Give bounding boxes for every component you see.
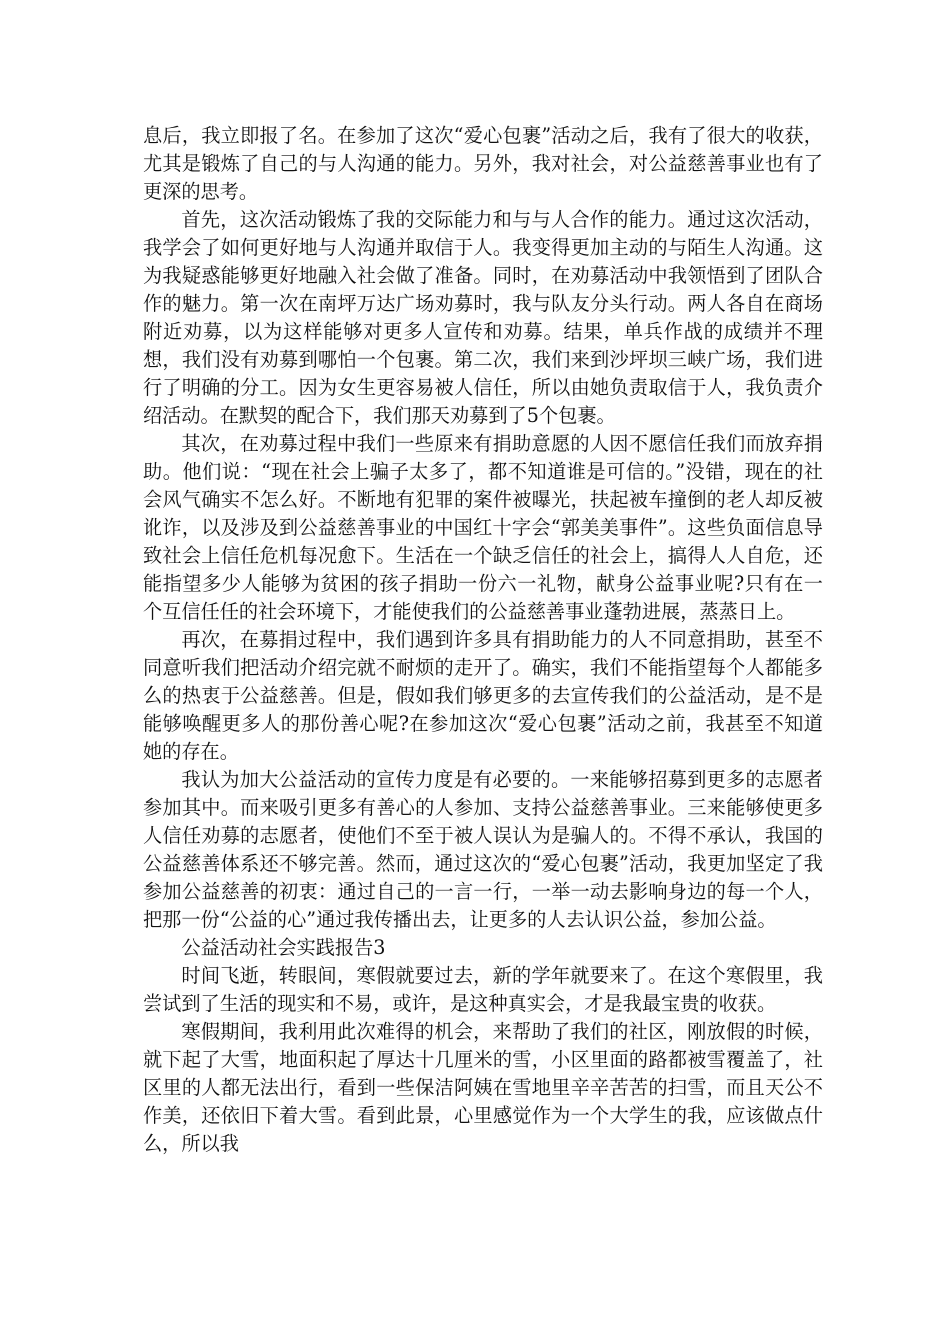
- paragraph-conclusion: 我认为加大公益活动的宣传力度是有必要的。一来能够招募到更多的志愿者参加其中。而来吸引更多有善心的人参加、支持公益慈善事业。三来能够使更多人信任劝募的志愿者，使他们不至于被人误认为是骗人的。不得不承认，我国的公益慈善体系还不够完善。然而，通过这次的“爱心包裹”活动，我更加坚定了我参加公益慈善的初衷：通过自己的一言一行，一举一动去影响身边的每一个人，把那一份“公益的心”通过我传播出去，让更多的人去认识公益，参加公益。: [143, 768, 823, 931]
- paragraph-report3-intro: 时间飞逝，转眼间，寒假就要过去，新的学年就要来了。在这个寒假里，我尝试到了生活的现实和不易，或许，是这种真实会，才是我最宝贵的收获。: [143, 964, 823, 1015]
- paragraph-report3-body: 寒假期间，我利用此次难得的机会，来帮助了我们的社区，刚放假的时候，就下起了大雪，地面积起了厚达十几厘米的雪，小区里面的路都被雪覆盖了，社区里的人都无法出行，看到一些保洁阿姨在雪地里辛辛苦苦的扫雪，而且天公不作美，还依旧下着大雪。看到此景，心里感觉作为一个大学生的我，应该做点什么，所以我: [143, 1020, 823, 1155]
- paragraph-second-point: 其次，在劝募过程中我们一些原来有捐助意愿的人因不愿信任我们而放弃捐助。他们说：“现在社会上骗子太多了，都不知道谁是可信的。”没错，现在的社会风气确实不怎么好。不断地有犯罪的案件被曝光，扶起被车撞倒的老人却反被讹诈，以及涉及到公益慈善事业的中国红十字会“郭美美事件”。这些负面信息导致社会上信任危机每况愈下。生活在一个缺乏信任的社会上，搞得人人自危，还能指望多少人能够为贫困的孩子捐助一份六一礼物，献身公益事业呢?只有在一个互信任任的社会环境下，才能使我们的公益慈善事业蓬勃进展，蒸蒸日上。: [143, 432, 823, 623]
- paragraph-third-point: 再次，在募捐过程中，我们遇到许多具有捐助能力的人不同意捐助，甚至不同意听我们把活动介绍完就不耐烦的走开了。确实，我们不能指望每个人都能多么的热衷于公益慈善。但是，假如我们够更多的去宣传我们的公益活动，是不是能够唤醒更多人的那份善心呢?在参加这次“爱心包裹”活动之前，我甚至不知道她的存在。: [143, 628, 823, 763]
- paragraph-first-point: 首先，这次活动锻炼了我的交际能力和与与人合作的能力。通过这次活动，我学会了如何更好地与人沟通并取信于人。我变得更加主动的与陌生人沟通。这为我疑惑能够更好地融入社会做了准备。同时，在劝募活动中我领悟到了团队合作的魅力。第一次在南坪万达广场劝募时，我与队友分头行动。两人各自在商场附近劝募，以为这样能够对更多人宣传和劝募。结果，单兵作战的成绩并不理想，我们没有劝募到哪怕一个包裹。第二次，我们来到沙坪坝三峡广场，我们进行了明确的分工。因为女生更容易被人信任，所以由她负责取信于人，我负责介绍活动。在默契的配合下，我们那天劝募到了5个包裹。: [143, 208, 823, 427]
- section-heading: 公益活动社会实践报告3: [181, 936, 386, 959]
- document-page: [143, 122, 823, 1158]
- paragraph-continuation: 息后，我立即报了名。在参加了这次“爱心包裹”活动之后，我有了很大的收获，尤其是锻炼了自己的与人沟通的能力。另外，我对社会，对公益慈善事业也有了更深的思考。: [143, 124, 823, 203]
